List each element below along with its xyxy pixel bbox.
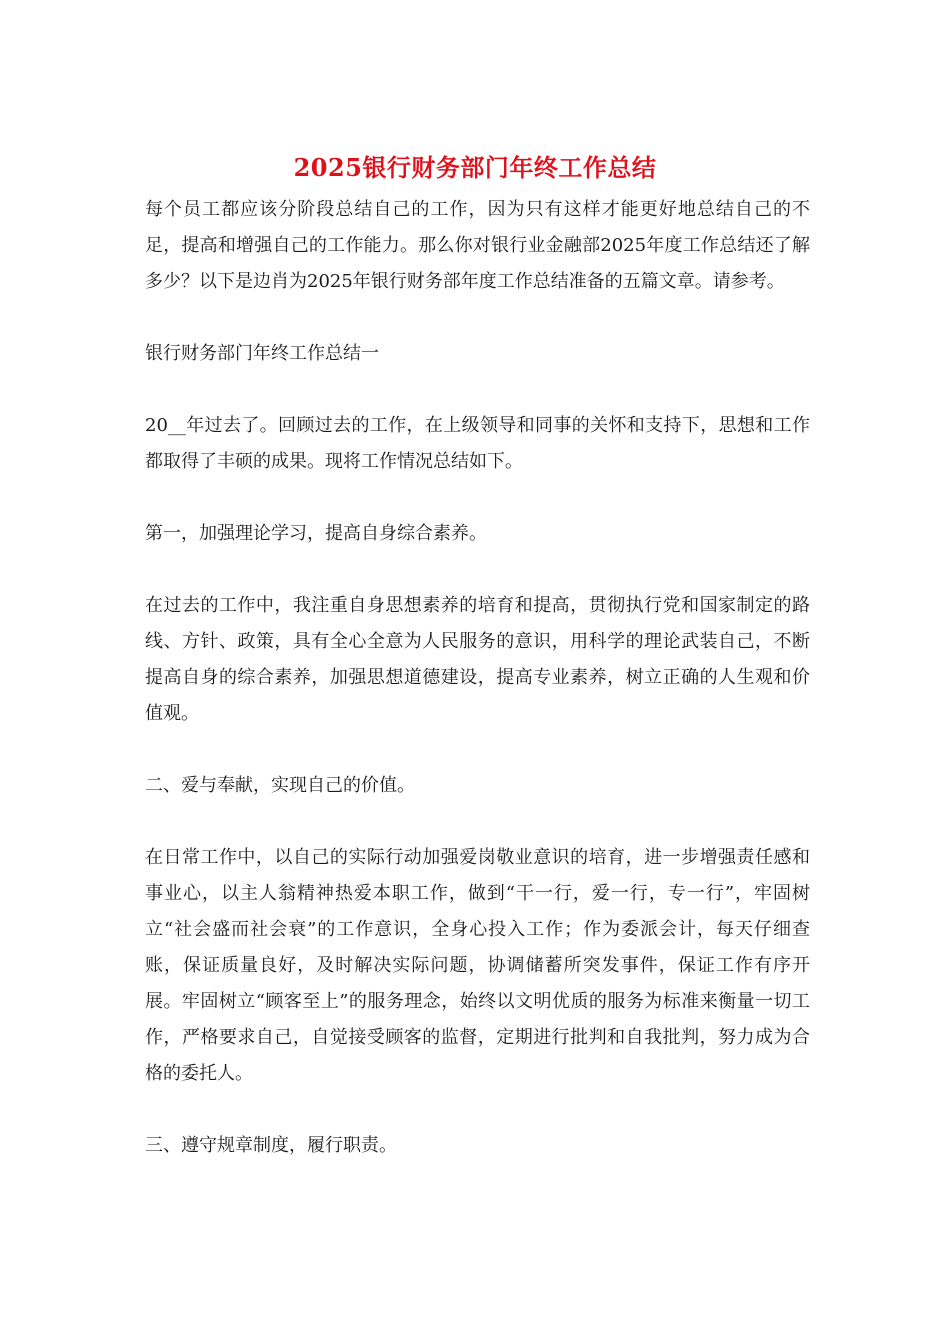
intro-paragraph: 每个员工都应该分阶段总结自己的工作，因为只有这样才能更好地总结自己的不足，提高和增强自己的工作能力。那么你对银行业金融部2025年度工作总结还了解多少？以下是边肖为2025年银行财务部年度工作总结准备的五篇文章。请参考。 [145,199,810,292]
section-heading: 银行财务部门年终工作总结一 [145,343,379,364]
point-heading-2: 二、爱与奉献，实现自己的价值。 [145,775,415,796]
body-paragraph: 在日常工作中，以自己的实际行动加强爱岗敬业意识的培育，进一步增强责任感和事业心，以主人翁精神热爱本职工作，做到“干一行，爱一行，专一行”，牢固树立“社会盛而社会衰”的工作意识，全身心投入工作；作为委派会计，每天仔细查账，保证质量良好，及时解决实际问题，协调储蓄所突发事件，保证工作有序开展。牢固树立“顾客至上”的服务理念，始终以文明优质的服务为标准来衡量一切工作，严格要求自己，自觉接受顾客的监督，定期进行批判和自我批判，努力成为合格的委托人。 [145,847,810,1084]
paragraph-spacer [145,372,810,408]
document-body [145,192,810,1164]
paragraph-spacer [145,552,810,588]
paragraph-spacer [145,1092,810,1128]
point-heading-3: 三、遵守规章制度，履行职责。 [145,1135,397,1156]
paragraph-spacer [145,480,810,516]
paragraph-spacer [145,300,810,336]
point-heading-1: 第一，加强理论学习，提高自身综合素养。 [145,523,487,544]
body-paragraph: 20__年过去了。回顾过去的工作，在上级领导和同事的关怀和支持下，思想和工作都取得了丰硕的成果。现将工作情况总结如下。 [145,415,810,472]
document-title: 2025银行财务部门年终工作总结 [293,153,657,182]
paragraph-spacer [145,804,810,840]
body-paragraph: 在过去的工作中，我注重自身思想素养的培育和提高，贯彻执行党和国家制定的路线、方针、政策，具有全心全意为人民服务的意识，用科学的理论武装自己，不断提高自身的综合素养，加强思想道德建设，提高专业素养，树立正确的人生观和价值观。 [145,595,810,724]
paragraph-spacer [145,732,810,768]
